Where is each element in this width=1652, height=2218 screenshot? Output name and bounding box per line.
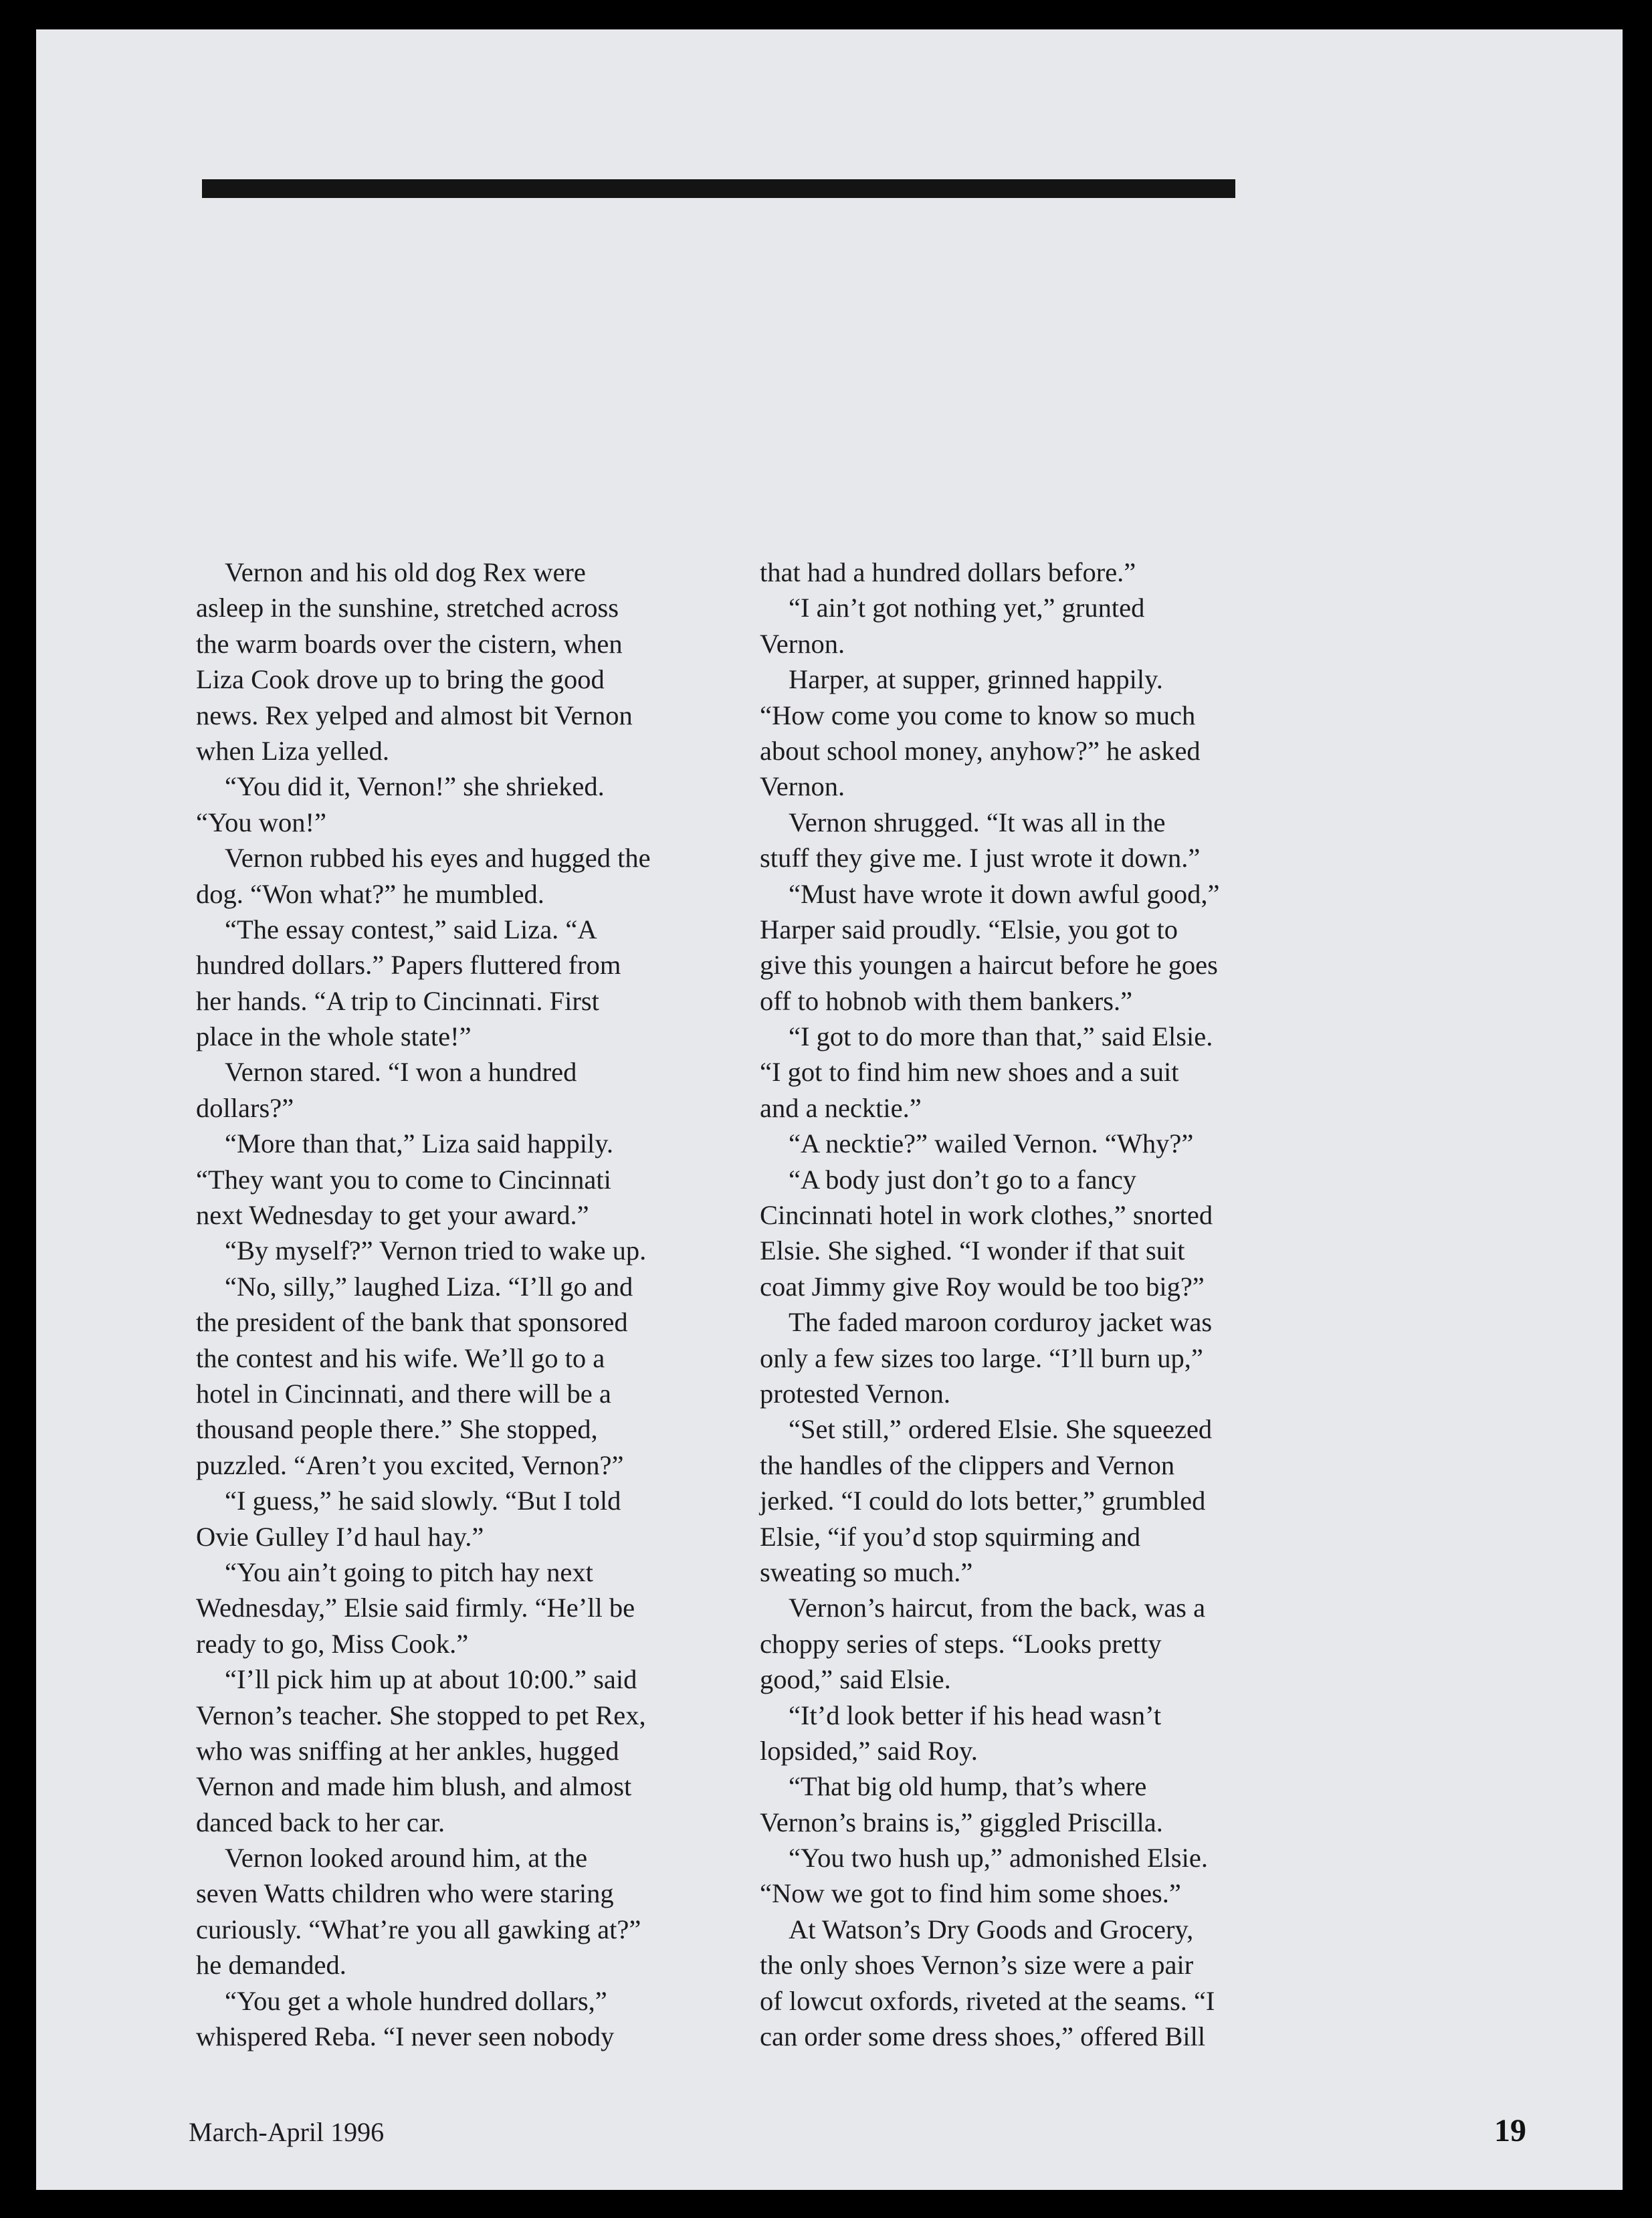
- text-line: Harper, at supper, grinned happily.: [789, 664, 1163, 695]
- text-line: off to hobnob with them bankers.”: [760, 985, 1133, 1016]
- text-line: “How come you come to know so much: [760, 700, 1196, 730]
- text-line: “That big old hump, that’s where: [789, 1771, 1147, 1802]
- text-line: her hands. “A trip to Cincinnati. First: [196, 985, 599, 1016]
- header-rule: [202, 179, 1235, 198]
- text-line: Vernon stared. “I won a hundred: [225, 1057, 577, 1088]
- text-line: that had a hundred dollars before.”: [760, 557, 1136, 587]
- text-line: “A necktie?” wailed Vernon. “Why?”: [789, 1128, 1194, 1159]
- text-line: “You won!”: [196, 807, 327, 837]
- text-line: coat Jimmy give Roy would be too big?”: [760, 1271, 1205, 1302]
- text-line: “It’d look better if his head wasn’t: [789, 1700, 1162, 1730]
- text-line: dollars?”: [196, 1092, 294, 1123]
- right-text-column: [760, 554, 1255, 2054]
- text-line: ready to go, Miss Cook.”: [196, 1628, 469, 1659]
- text-line: Vernon.: [760, 771, 845, 802]
- text-line: “I got to do more than that,” said Elsie.: [789, 1021, 1213, 1052]
- text-line: Elsie, “if you’d stop squirming and: [760, 1521, 1141, 1552]
- text-line: Harper said proudly. “Elsie, you got to: [760, 914, 1178, 944]
- text-line: Ovie Gulley I’d haul hay.”: [196, 1521, 484, 1552]
- text-line: Wednesday,” Elsie said firmly. “He’ll be: [196, 1593, 635, 1623]
- text-line: whispered Reba. “I never seen nobody: [196, 2021, 615, 2052]
- text-line: protested Vernon.: [760, 1378, 950, 1409]
- magazine-page: [36, 29, 1623, 2190]
- text-line: choppy series of steps. “Looks pretty: [760, 1628, 1162, 1659]
- text-line: the warm boards over the cistern, when: [196, 628, 623, 659]
- text-line: who was sniffing at her ankles, hugged: [196, 1735, 619, 1766]
- text-line: and a necktie.”: [760, 1092, 922, 1123]
- text-line: lopsided,” said Roy.: [760, 1735, 978, 1766]
- text-line: “I ain’t got nothing yet,” grunted: [789, 593, 1145, 623]
- text-line: asleep in the sunshine, stretched across: [196, 593, 619, 623]
- text-line: “Set still,” ordered Elsie. She squeezed: [789, 1414, 1213, 1445]
- text-line: Vernon and made him blush, and almost: [196, 1771, 632, 1802]
- text-line: Liza Cook drove up to bring the good: [196, 664, 605, 695]
- text-line: give this youngen a haircut before he goes: [760, 950, 1218, 981]
- text-line: puzzled. “Aren’t you excited, Vernon?”: [196, 1449, 624, 1480]
- text-line: danced back to her car.: [196, 1807, 445, 1837]
- text-line: next Wednesday to get your award.”: [196, 1200, 589, 1231]
- text-line: “You ain’t going to pitch hay next: [225, 1556, 593, 1587]
- text-line: place in the whole state!”: [196, 1021, 472, 1052]
- text-line: “They want you to come to Cincinnati: [196, 1164, 611, 1195]
- text-line: thousand people there.” She stopped,: [196, 1414, 598, 1445]
- text-line: Vernon rubbed his eyes and hugged the: [225, 843, 651, 874]
- text-line: Vernon shrugged. “It was all in the: [789, 807, 1166, 837]
- text-line: “I got to find him new shoes and a suit: [760, 1057, 1179, 1088]
- text-line: Vernon and his old dog Rex were: [225, 557, 586, 587]
- text-line: the president of the bank that sponsored: [196, 1307, 628, 1338]
- text-line: about school money, anyhow?” he asked: [760, 735, 1201, 766]
- text-line: Vernon.: [760, 628, 845, 659]
- text-line: “The essay contest,” said Liza. “A: [225, 914, 597, 944]
- text-line: the contest and his wife. We’ll go to a: [196, 1342, 605, 1373]
- text-line: Vernon’s haircut, from the back, was a: [789, 1593, 1206, 1623]
- text-line: curiously. “What’re you all gawking at?”: [196, 1914, 641, 1944]
- text-line: “I’ll pick him up at about 10:00.” said: [225, 1664, 637, 1695]
- text-line: hotel in Cincinnati, and there will be a: [196, 1378, 611, 1409]
- text-line: he demanded.: [196, 1950, 346, 1981]
- text-line: “More than that,” Liza said happily.: [225, 1128, 614, 1159]
- text-line: Vernon’s brains is,” giggled Priscilla.: [760, 1807, 1163, 1837]
- text-line: seven Watts children who were staring: [196, 1878, 614, 1909]
- text-line: The faded maroon corduroy jacket was: [789, 1307, 1213, 1338]
- text-line: “You get a whole hundred dollars,”: [225, 1985, 607, 2016]
- text-line: “I guess,” he said slowly. “But I told: [225, 1486, 621, 1516]
- text-line: when Liza yelled.: [196, 735, 389, 766]
- text-line: “Now we got to find him some shoes.”: [760, 1878, 1181, 1909]
- issue-date: March-April 1996: [189, 2117, 385, 2147]
- text-line: only a few sizes too large. “I’ll burn up,”: [760, 1342, 1203, 1373]
- text-line: Elsie. She sighed. “I wonder if that suit: [760, 1235, 1185, 1266]
- text-line: “By myself?” Vernon tried to wake up.: [225, 1235, 647, 1266]
- page-number: 19: [1494, 2113, 1526, 2148]
- text-line: Cincinnati hotel in work clothes,” snorted: [760, 1200, 1213, 1231]
- text-line: sweating so much.”: [760, 1556, 973, 1587]
- text-line: news. Rex yelped and almost bit Vernon: [196, 700, 633, 730]
- text-line: can order some dress shoes,” offered Bill: [760, 2021, 1206, 2052]
- text-line: “A body just don’t go to a fancy: [789, 1164, 1137, 1195]
- text-line: of lowcut oxfords, riveted at the seams. “I: [760, 1985, 1215, 2016]
- text-line: hundred dollars.” Papers fluttered from: [196, 950, 621, 981]
- text-line: Vernon looked around him, at the: [225, 1843, 588, 1874]
- text-line: “You two hush up,” admonished Elsie.: [789, 1843, 1208, 1874]
- text-line: At Watson’s Dry Goods and Grocery,: [789, 1914, 1194, 1944]
- text-line: jerked. “I could do lots better,” grumbled: [760, 1486, 1206, 1516]
- text-line: the only shoes Vernon’s size were a pair: [760, 1950, 1194, 1981]
- text-line: “You did it, Vernon!” she shrieked.: [225, 771, 605, 802]
- text-line: Vernon’s teacher. She stopped to pet Rex,: [196, 1700, 646, 1730]
- left-text-column: [196, 554, 691, 2054]
- text-line: good,” said Elsie.: [760, 1664, 951, 1695]
- text-line: stuff they give me. I just wrote it down.”: [760, 843, 1201, 874]
- text-line: dog. “Won what?” he mumbled.: [196, 878, 544, 909]
- text-line: “No, silly,” laughed Liza. “I’ll go and: [225, 1271, 633, 1302]
- text-line: “Must have wrote it down awful good,”: [789, 878, 1220, 909]
- text-line: the handles of the clippers and Vernon: [760, 1449, 1175, 1480]
